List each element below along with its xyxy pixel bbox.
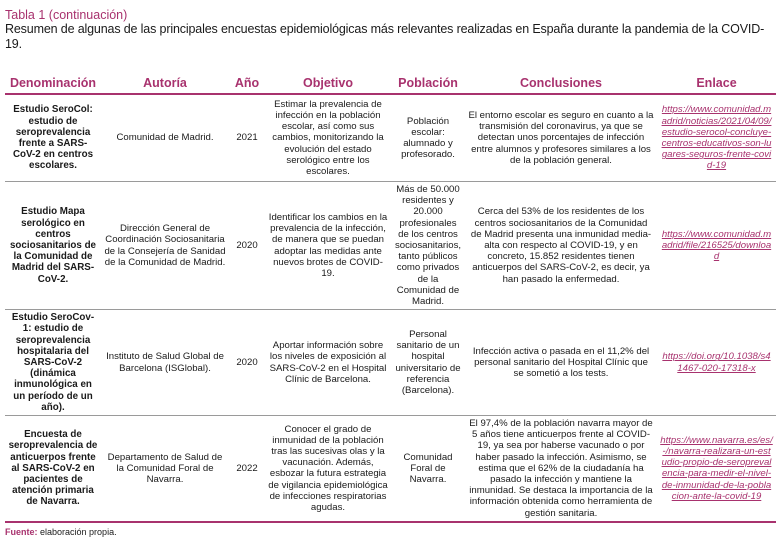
cell-author: Dirección General de Coordinación Sociosanitaria de la Consejería de Sanidad de la Comunidad de Madrid. (101, 182, 229, 310)
header-ano: Año (229, 73, 265, 94)
header-conclusiones: Conclusiones (465, 73, 657, 94)
cell-objective: Conocer el grado de inmunidad de la población tras las sucesivas olas y la vacunación. Además, esbozar la futura estrategia de vigilancia epidemiológica de infecciones respiratorias agudas. (265, 416, 391, 522)
cell-year: 2021 (229, 94, 265, 182)
source-label: Fuente: (5, 527, 38, 537)
cell-link[interactable]: https://www.comunidad.madrid/noticias/2021/04/09/estudio-serocol-concluye-centros-educativos-son-lugares-seguros-frente-covid-19 (657, 94, 776, 182)
table-row (5, 416, 776, 522)
cell-objective: Aportar información sobre los niveles de exposición al SARS-CoV-2 en el Hospital Clínic de Barcelona. (265, 310, 391, 416)
source-note (5, 527, 117, 537)
cell-link[interactable]: https://www.comunidad.madrid/file/216525/download (657, 182, 776, 310)
header-poblacion: Población (391, 73, 465, 94)
cell-conclusions: El 97,4% de la población navarra mayor de 5 años tiene anticuerpos frente al COVID-19, ya sea por haberse vacunado o por haber pasado la infección. Asimismo, se estima que el 62% de la ciudadanía ha pasado la infección y mantiene la inmunidad. Se destaca la importancia de la información obtenida como herramienta de gestión sanitaria. (465, 416, 657, 522)
cell-population: Personal sanitario de un hospital universitario de referencia (Barcelona). (391, 310, 465, 416)
cell-author: Departamento de Salud de la Comunidad Foral de Navarra. (101, 416, 229, 522)
cell-year: 2020 (229, 310, 265, 416)
cell-author: Comunidad de Madrid. (101, 94, 229, 182)
cell-author: Instituto de Salud Global de Barcelona (ISGlobal). (101, 310, 229, 416)
cell-population: Población escolar: alumnado y profesorado. (391, 94, 465, 182)
header-autoria: Autoría (101, 73, 229, 94)
cell-link[interactable]: https://doi.org/10.1038/s41467-020-17318-x (657, 310, 776, 416)
cell-year: 2020 (229, 182, 265, 310)
cell-conclusions: El entorno escolar es seguro en cuanto a la transmisión del coronavirus, ya que se detectan unos porcentajes de infección entre alumnos y profesores similares a los de la población general. (465, 94, 657, 182)
caption-title: Resumen de algunas de las principales encuestas epidemiológicas más relevantes realizadas en España durante la pandemia de la COVID-19. (5, 22, 765, 51)
cell-conclusions: Infección activa o pasada en el 11,2% del personal sanitario del Hospital Clínic que se sometió a los tests. (465, 310, 657, 416)
cell-population: Más de 50.000 residentes y 20.000 profesionales de los centros sociosanitarios, tanto públicos como privados de la Comunidad de Madrid. (391, 182, 465, 310)
cell-objective: Estimar la prevalencia de infección en la población escolar, así como sus cambios, monitorizando la evolución del estado serológico entre los escolares. (265, 94, 391, 182)
table-row (5, 94, 776, 182)
cell-year: 2022 (229, 416, 265, 522)
source-text: elaboración propia. (40, 527, 117, 537)
table-row (5, 182, 776, 310)
survey-table (5, 73, 776, 523)
table-header-row (5, 73, 776, 94)
survey-table-container (5, 73, 776, 523)
header-enlace: Enlace (657, 73, 776, 94)
cell-link[interactable]: https://www.navarra.es/es/-/navarra-realizara-un-estudio-propio-de-seroprevalencia-para-medir-el-nivel-de-inmunidad-de-la-poblacion-ante-la-covid-19 (657, 416, 776, 522)
cell-population: Comunidad Foral de Navarra. (391, 416, 465, 522)
cell-name: Encuesta de seroprevalencia de anticuerpos frente al SARS-CoV-2 en pacientes de atención primaria de Navarra. (5, 416, 101, 522)
cell-objective: Identificar los cambios en la prevalencia de la infección, de manera que se puedan adoptar las medidas ante nuevos brotes de COVID-19. (265, 182, 391, 310)
cell-conclusions: Cerca del 53% de los residentes de los centros sociosanitarios de la Comunidad de Madrid presenta una inmunidad media-alta con respecto al COVID-19, y en concreto, 15.852 residentes tienen anticuerpos del SARS-CoV-2, es decir, ya han pasado la enfermedad. (465, 182, 657, 310)
header-denominacion: Denominación (5, 73, 101, 94)
cell-name: Estudio Mapa serológico en centros sociosanitarios de la Comunidad de Madrid del SARS-CoV-2. (5, 182, 101, 310)
table-row (5, 310, 776, 416)
header-objetivo: Objetivo (265, 73, 391, 94)
cell-name: Estudio SeroCov-1: estudio de seroprevalencia hospitalaria del SARS-CoV-2 (dinámica inmunológica en un período de un año). (5, 310, 101, 416)
table-caption (5, 8, 777, 52)
caption-label: Tabla 1 (continuación) (5, 8, 128, 22)
cell-name: Estudio SeroCol: estudio de seroprevalencia frente a SARS-CoV-2 en centros escolares. (5, 94, 101, 182)
